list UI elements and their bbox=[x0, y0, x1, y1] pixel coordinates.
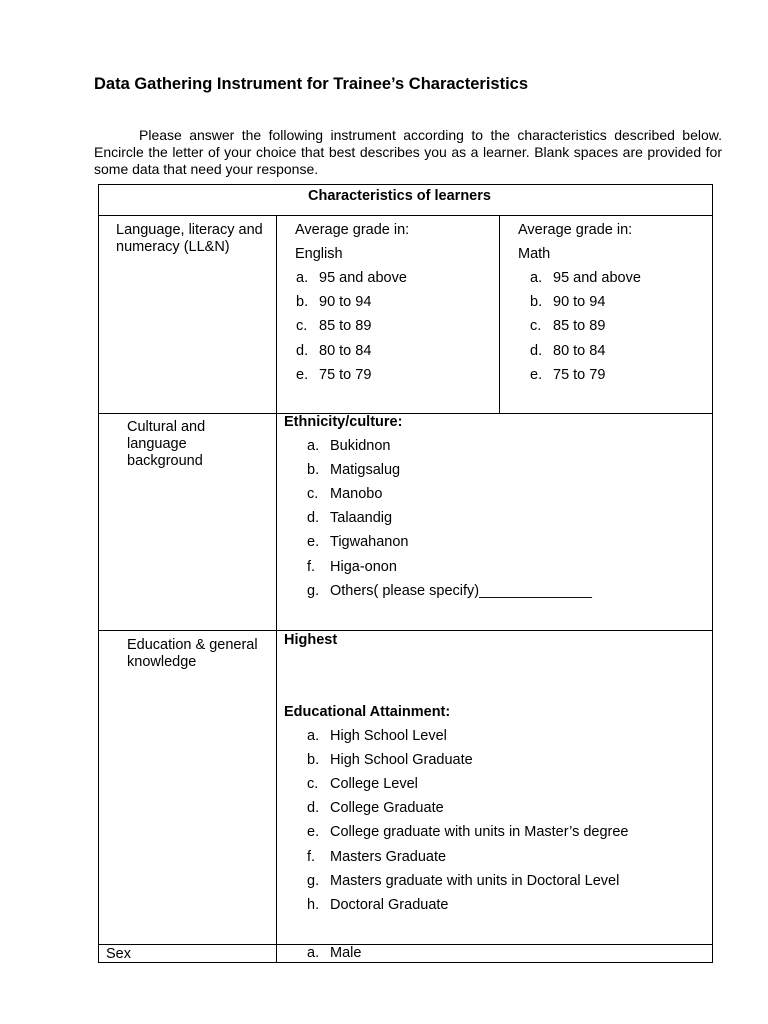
option-text: College Level bbox=[330, 776, 418, 793]
option-text: Talaandig bbox=[330, 510, 393, 527]
option-text: 75 to 79 bbox=[319, 366, 372, 383]
option-letter: e. bbox=[307, 824, 320, 841]
sex-label: Sex bbox=[106, 946, 131, 962]
row-divider-2 bbox=[98, 630, 713, 631]
education-option[interactable] bbox=[307, 751, 473, 769]
option-text: Bukidnon bbox=[330, 438, 391, 454]
ethnicity-option[interactable] bbox=[307, 533, 408, 551]
math-grade-option[interactable] bbox=[530, 293, 605, 311]
math-subject: Math bbox=[518, 246, 551, 262]
option-text: 95 and above bbox=[319, 270, 407, 286]
llan-label: Language, literacy and numeracy (LL&N) bbox=[116, 222, 263, 255]
option-text: College Graduate bbox=[330, 800, 444, 817]
option-letter: g. bbox=[307, 872, 320, 889]
english-grade-option[interactable] bbox=[296, 342, 371, 360]
option-letter: f. bbox=[307, 848, 316, 865]
table-header-divider bbox=[98, 215, 713, 216]
option-letter: c. bbox=[296, 318, 308, 335]
option-text: Male bbox=[330, 945, 362, 961]
math-grade-option[interactable] bbox=[530, 342, 605, 360]
option-letter: e. bbox=[307, 534, 320, 551]
education-heading-attainment: Educational Attainment: bbox=[284, 704, 451, 720]
ethnicity-heading: Ethnicity/culture: bbox=[284, 414, 403, 430]
math-grade-option[interactable] bbox=[530, 269, 641, 287]
table-border-bottom bbox=[98, 962, 713, 963]
option-letter: c. bbox=[307, 776, 319, 793]
option-text: 90 to 94 bbox=[319, 294, 372, 311]
option-text: 90 to 94 bbox=[553, 294, 606, 311]
english-subject: English bbox=[295, 246, 343, 262]
math-column-divider bbox=[499, 215, 500, 414]
option-letter: e. bbox=[530, 366, 543, 383]
option-letter: d. bbox=[307, 510, 320, 527]
option-text: Tigwahanon bbox=[330, 534, 409, 551]
option-text: Higa-onon bbox=[330, 558, 397, 575]
label-column-divider bbox=[276, 215, 277, 963]
culture-label: Cultural and language background bbox=[127, 419, 206, 469]
option-text: College graduate with units in Master’s degree bbox=[330, 824, 629, 841]
table-border-left bbox=[98, 184, 99, 963]
option-text: High School Graduate bbox=[330, 752, 473, 769]
ethnicity-option[interactable] bbox=[307, 509, 392, 527]
option-text: High School Level bbox=[330, 728, 447, 744]
option-text: 95 and above bbox=[553, 270, 641, 286]
option-letter: e. bbox=[296, 366, 309, 383]
row-divider-3 bbox=[98, 944, 713, 945]
math-grade-option[interactable] bbox=[530, 317, 605, 335]
option-text: 85 to 89 bbox=[553, 318, 606, 335]
ethnicity-option[interactable] bbox=[307, 582, 592, 600]
option-letter: a. bbox=[530, 270, 543, 286]
english-heading: Average grade in: bbox=[295, 222, 410, 238]
option-letter: c. bbox=[307, 486, 319, 503]
education-option[interactable] bbox=[307, 823, 629, 841]
option-text: Others( please specify)______________ bbox=[330, 582, 592, 599]
education-heading-highest: Highest bbox=[284, 632, 338, 648]
option-text: 75 to 79 bbox=[553, 366, 606, 383]
ethnicity-option[interactable] bbox=[307, 461, 400, 479]
math-heading: Average grade in: bbox=[518, 222, 633, 238]
option-text: Masters graduate with units in Doctoral Level bbox=[330, 872, 620, 889]
document-title: Data Gathering Instrument for Trainee’s Characteristics bbox=[94, 75, 529, 93]
english-grade-option[interactable] bbox=[296, 317, 371, 335]
option-letter: d. bbox=[530, 342, 543, 359]
english-grade-option[interactable] bbox=[296, 269, 407, 287]
ethnicity-option[interactable] bbox=[307, 558, 397, 576]
option-text: Manobo bbox=[330, 486, 383, 503]
option-letter: d. bbox=[307, 800, 320, 817]
math-grade-option[interactable] bbox=[530, 366, 605, 384]
option-text: 80 to 84 bbox=[553, 342, 606, 359]
ethnicity-option[interactable] bbox=[307, 485, 382, 503]
row-divider-1 bbox=[98, 413, 713, 414]
option-letter: a. bbox=[307, 728, 320, 744]
option-letter: b. bbox=[307, 462, 320, 479]
option-text: Masters Graduate bbox=[330, 848, 447, 865]
education-option[interactable] bbox=[307, 799, 444, 817]
option-text: 80 to 84 bbox=[319, 342, 372, 359]
table-header: Characteristics of learners bbox=[308, 188, 491, 204]
education-option[interactable] bbox=[307, 727, 447, 745]
option-letter: b. bbox=[296, 294, 309, 311]
education-label: Education & general knowledge bbox=[127, 637, 258, 670]
option-letter: b. bbox=[307, 752, 320, 769]
education-option[interactable] bbox=[307, 775, 418, 793]
english-grade-option[interactable] bbox=[296, 293, 371, 311]
option-letter: f. bbox=[307, 558, 316, 575]
option-letter: c. bbox=[530, 318, 542, 335]
ethnicity-option[interactable] bbox=[307, 437, 390, 455]
option-letter: a. bbox=[296, 270, 309, 286]
sex-option[interactable] bbox=[307, 944, 361, 962]
option-text: 85 to 89 bbox=[319, 318, 372, 335]
option-letter: g. bbox=[307, 582, 320, 599]
table-border-right bbox=[712, 184, 713, 963]
option-text: Doctoral Graduate bbox=[330, 896, 449, 913]
education-option[interactable] bbox=[307, 848, 446, 866]
education-option[interactable] bbox=[307, 872, 619, 890]
option-text: Matigsalug bbox=[330, 462, 401, 479]
option-letter: h. bbox=[307, 896, 320, 913]
instructions-paragraph: Please answer the following instrument according to the characteristics described below. Encircle the letter of your choice that best describes you as a learner. Blank spaces are provided for some data that need your response. bbox=[94, 127, 722, 177]
option-letter: b. bbox=[530, 294, 543, 311]
option-letter: a. bbox=[307, 438, 320, 454]
option-letter: a. bbox=[307, 945, 320, 961]
option-letter: d. bbox=[296, 342, 309, 359]
english-grade-option[interactable] bbox=[296, 366, 371, 384]
education-option[interactable] bbox=[307, 896, 448, 914]
table-border-top bbox=[98, 184, 713, 185]
